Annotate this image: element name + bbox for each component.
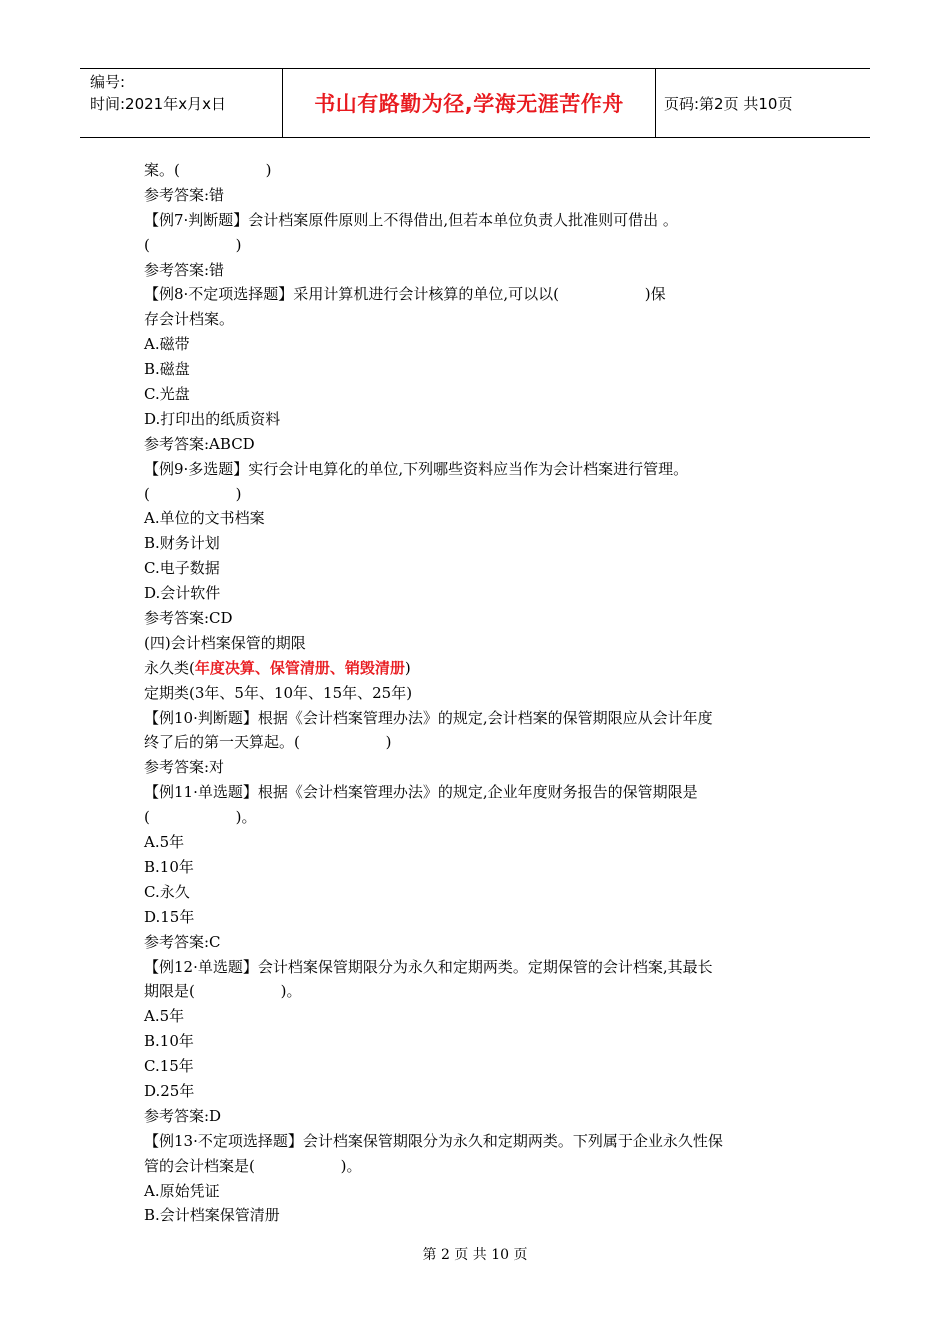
header-number: 编号:: [90, 73, 126, 91]
text-line: 管的会计档案是( )。: [144, 1156, 362, 1175]
text-line: A.5年: [144, 833, 185, 852]
page-header: [80, 68, 870, 138]
text-line: 参考答案:D: [144, 1106, 222, 1125]
header-page-info: 页码:第2页 共10页: [664, 94, 793, 113]
text-line: 【例10·判断题】根据《会计档案管理办法》的规定,会计档案的保管期限应从会计年度: [144, 708, 713, 727]
header-meta: [90, 71, 226, 115]
text-line: (四)会计档案保管的期限: [144, 633, 306, 652]
permanent-highlight: 年度决算、保管清册、销毁清册: [194, 658, 405, 677]
page-footer: 第 2 页 共 10 页: [422, 1247, 528, 1263]
text-line: 【例11·单选题】根据《会计档案管理办法》的规定,企业年度财务报告的保管期限是: [144, 783, 698, 802]
text-line: 案。( ): [144, 161, 272, 179]
header-motto: 书山有路勤为径,学海无涯苦作舟: [314, 92, 624, 116]
text-line: D.会计软件: [144, 584, 221, 603]
text-line: 存会计档案。: [144, 310, 235, 329]
text-line: 【例9·多选题】实行会计电算化的单位,下列哪些资料应当作为会计档案进行管理。: [144, 459, 689, 478]
permanent-category-line: [144, 656, 814, 681]
text-line: D.打印出的纸质资料: [144, 409, 281, 428]
text-line: 参考答案:C: [144, 932, 221, 951]
header-time: 时间:2021年x月x日: [90, 95, 226, 113]
text-line: B.10年: [144, 1032, 194, 1051]
text-line: ( ): [144, 235, 242, 254]
text-line: 参考答案:错: [144, 185, 225, 204]
text-line: 参考答案:CD: [144, 609, 233, 628]
text-line: C.光盘: [144, 385, 190, 404]
permanent-suffix: ): [404, 658, 411, 677]
text-line: 【例12·单选题】会计档案保管期限分为永久和定期两类。定期保管的会计档案,其最长: [144, 957, 713, 976]
text-line: C.电子数据: [144, 559, 220, 578]
text-line: B.会计档案保管清册: [144, 1206, 280, 1225]
text-line: A.磁带: [144, 335, 190, 354]
text-line: B.磁盘: [144, 360, 190, 379]
text-line: B.财务计划: [144, 534, 220, 553]
text-line: A.原始凭证: [144, 1181, 220, 1200]
document-body: [144, 158, 814, 1228]
text-line: C.永久: [144, 882, 190, 901]
text-line: 【例13·不定项选择题】会计档案保管期限分为永久和定期两类。下列属于企业永久性保: [144, 1131, 723, 1150]
text-line: 参考答案:对: [144, 758, 225, 777]
text-line: 【例7·判断题】会计档案原件原则上不得借出,但若本单位负责人批准则可借出 。: [144, 210, 678, 229]
header-divider-right: [655, 69, 656, 137]
text-line: 期限是( )。: [144, 982, 302, 1001]
text-line: ( ): [144, 484, 242, 503]
text-line: A.5年: [144, 1007, 185, 1026]
text-line: C.15年: [144, 1057, 194, 1076]
text-line: A.单位的文书档案: [144, 509, 265, 528]
text-line: ( )。: [144, 808, 257, 827]
text-line: D.15年: [144, 907, 195, 926]
text-line: 定期类(3年、5年、10年、15年、25年): [144, 683, 413, 702]
text-line: 终了后的第一天算起。( ): [144, 733, 392, 752]
text-line: B.10年: [144, 857, 194, 876]
text-line: D.25年: [144, 1081, 195, 1100]
permanent-prefix: 永久类(: [144, 658, 195, 677]
text-line: 【例8·不定项选择题】采用计算机进行会计核算的单位,可以以( )保: [144, 285, 666, 304]
text-line: 参考答案:ABCD: [144, 434, 255, 453]
text-line: 参考答案:错: [144, 260, 225, 279]
